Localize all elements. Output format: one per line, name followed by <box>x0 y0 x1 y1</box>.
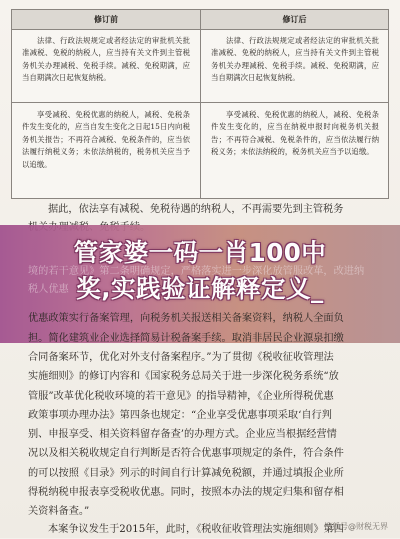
paragraph-line: 别、申报享受、相关资料留存备查’的办理方式。企业应当根据经营情 <box>28 429 337 440</box>
paragraph-line: 的可以按照《目录》列示的时间自行计算减免税额，并通过填报企业所 <box>28 468 344 479</box>
paragraph-line: 优惠政策实行备案管理，向税务机关报送相关备案资料，纳税人全面负 <box>28 313 344 324</box>
paragraph-line: 关资料备查。” <box>28 506 90 517</box>
row2-after: 享受减税、免税优惠的纳税人，减税、免税条件发生变化的，应当在纳税申报时向税务机关报告；不再符合减税、免税条件的，应当依法履行纳税义务；未依法纳税的，税务机关应当予以追缴。 <box>211 110 379 157</box>
row1-after: 法律、行政法规规定或者经法定的审批机关批准减税、免税的纳税人，应当持有关文件到主管税务机关办理减税、免税手续。减税、免税期满，应当自期满次日起恢复纳税。 <box>211 36 379 83</box>
paragraph-line: 得税纳税申报表享受税收优惠。同时，按照本办法的规定归集和留存相 <box>28 487 344 498</box>
paragraph-line: 据此，依法享有减税、免税待遇的纳税人，不再需要先到主管税务 <box>48 204 344 215</box>
paragraph-line: 本案争议发生于2015年，此时，《税收征收管理法实施细则》第四 <box>48 524 344 535</box>
watermark: 搜狐号@财税无界 <box>324 522 388 531</box>
row2-before: 享受减税、免税优惠的纳税人，减税、免税条件发生变化的，应当自发生变化之日起15日内向税务机关报告；不再符合减税、免税条件的，应当依法履行纳税义务；未依法纳税的，税务机关应当予以追缴。 <box>22 110 190 169</box>
obscured-text-line: 税人优惠 <box>28 284 69 295</box>
column-divider <box>200 10 201 198</box>
obscured-text-line: 境的若干意见》第二条明确规定，严格落实进一步深化放管服改革，改进纳 <box>28 266 365 277</box>
revision-table <box>11 9 389 199</box>
paragraph-line: 担。简化建筑业企业选择简易计税备案手续。取消非居民企业源泉扣缴 <box>28 333 344 344</box>
paragraph-line: 政策事项办理办法》第四条也规定：“企业享受优惠事项采取‘自行判 <box>28 410 332 421</box>
header-before: 修订前 <box>94 14 118 24</box>
banner-headline-line2: 奖,实践验证解释定义_ <box>76 274 324 303</box>
paragraph-line: 况以及相关税收规定自行判断是否符合优惠事项规定的条件，符合条件 <box>28 448 344 459</box>
row1-before: 法律、行政法规规定或者经法定的审批机关批准减税、免税的纳税人，应当持有关文件到主管税务机关办理减税、免税手续。减税、免税期满，应当自期满次日起恢复纳税。 <box>22 36 190 83</box>
paragraph-line: 实施细则》的修订内容和《国家税务总局关于进一步深化税务系统“放 <box>28 371 339 382</box>
header-after: 修订后 <box>282 14 307 24</box>
paragraph-line: 管服”改革优化税收环境的若干意见》的指导精神，《企业所得税优惠 <box>28 391 334 402</box>
paragraph-line: 合同备案环节，优化对外支付备案程序。”为了贯彻《税收征收管理法 <box>28 352 334 363</box>
banner-headline-line1: 管家婆一码一肖100中 <box>73 238 327 267</box>
row-divider <box>12 102 388 103</box>
